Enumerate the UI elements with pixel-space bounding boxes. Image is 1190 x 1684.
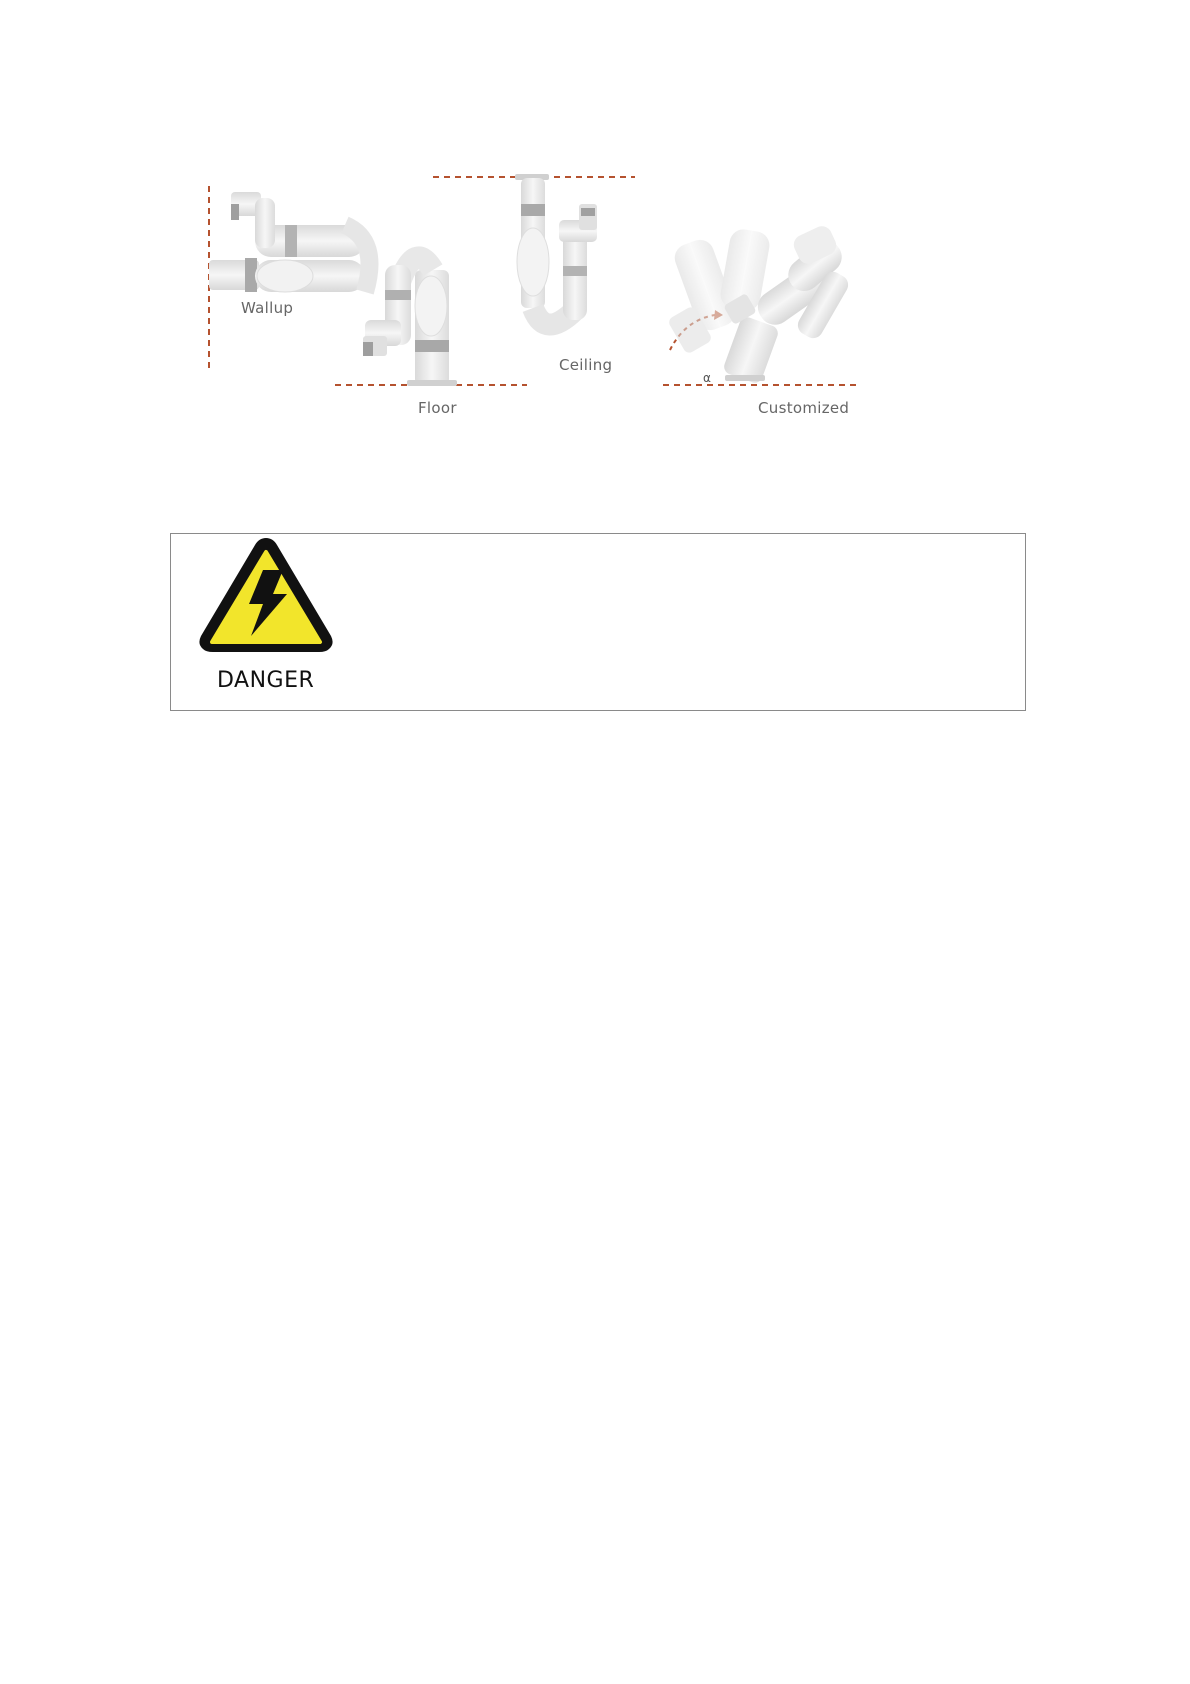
caption-wallup: Wallup <box>241 299 294 317</box>
alpha-label: α <box>703 371 711 385</box>
danger-label: DANGER <box>217 668 315 693</box>
wallup-arm <box>209 186 370 368</box>
caption-customized: Customized <box>758 399 850 417</box>
caption-floor: Floor <box>418 399 457 417</box>
caption-ceiling: Ceiling <box>559 356 613 374</box>
customized-arm <box>663 223 859 385</box>
high-voltage-icon <box>195 532 337 656</box>
danger-notice-box <box>170 533 1026 711</box>
ceiling-arm <box>433 174 635 325</box>
mounting-options-figure <box>195 170 915 460</box>
